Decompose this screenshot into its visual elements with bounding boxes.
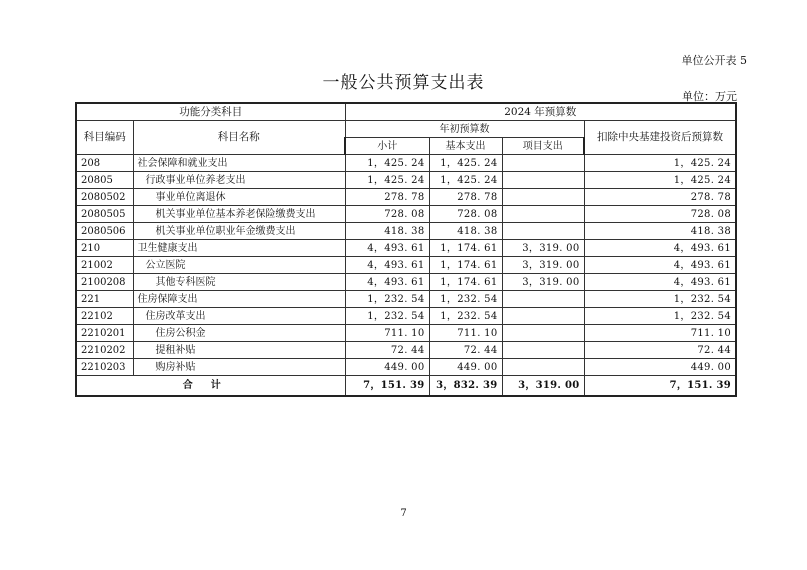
cell-name: 机关事业单位职业年金缴费支出: [133, 223, 345, 240]
cell-after-deduction: 4，493. 61: [584, 274, 736, 291]
cell-basic: 449. 00: [429, 359, 502, 376]
cell-after-deduction: 278. 78: [584, 189, 736, 206]
cell-basic: 72. 44: [429, 342, 502, 359]
cell-subtotal: 278. 78: [345, 189, 429, 206]
table-row: [76, 155, 736, 172]
cell-subtotal: 449. 00: [345, 359, 429, 376]
cell-after-deduction: 418. 38: [584, 223, 736, 240]
cell-project: [502, 308, 584, 325]
cell-basic: 278. 78: [429, 189, 502, 206]
header-initial-budget: 年初预算数: [345, 121, 584, 138]
cell-subtotal: 4，493. 61: [345, 257, 429, 274]
cell-basic: 1，174. 61: [429, 257, 502, 274]
budget-table: [75, 102, 737, 397]
cell-name: 公立医院: [133, 257, 345, 274]
cell-after-deduction: 1，232. 54: [584, 291, 736, 308]
cell-project: [502, 325, 584, 342]
header-project: 项目支出: [502, 138, 584, 155]
cell-name: 住房保障支出: [133, 291, 345, 308]
cell-code: 21002: [76, 257, 133, 274]
table-row: [76, 291, 736, 308]
cell-name: 其他专科医院: [133, 274, 345, 291]
cell-name: 事业单位离退休: [133, 189, 345, 206]
cell-basic: 1，232. 54: [429, 308, 502, 325]
cell-subtotal: 1，425. 24: [345, 155, 429, 172]
table-row: [76, 274, 736, 291]
cell-after-deduction: 1，425. 24: [584, 172, 736, 189]
header-budget-year: 2024 年预算数: [345, 103, 736, 121]
cell-code: 2080505: [76, 206, 133, 223]
cell-after-deduction: 1，425. 24: [584, 155, 736, 172]
header-name: 科目名称: [133, 121, 345, 155]
cell-code: 22102: [76, 308, 133, 325]
header-row-2: [76, 121, 736, 138]
cell-basic: 1，425. 24: [429, 172, 502, 189]
table-row: [76, 308, 736, 325]
page-number: 7: [400, 508, 407, 519]
cell-after-deduction: 449. 00: [584, 359, 736, 376]
table-body: [76, 155, 736, 376]
table-row: [76, 325, 736, 342]
header-after-deduction: 扣除中央基建投资后预算数: [584, 121, 736, 155]
cell-after-deduction: 4，493. 61: [584, 257, 736, 274]
cell-project: [502, 206, 584, 223]
total-project: 3，319. 00: [502, 376, 584, 397]
cell-project: [502, 359, 584, 376]
cell-subtotal: 1，232. 54: [345, 291, 429, 308]
cell-name: 住房改革支出: [133, 308, 345, 325]
cell-basic: 1，232. 54: [429, 291, 502, 308]
cell-basic: 711. 10: [429, 325, 502, 342]
cell-project: 3，319. 00: [502, 257, 584, 274]
cell-project: 3，319. 00: [502, 240, 584, 257]
cell-subtotal: 1，425. 24: [345, 172, 429, 189]
cell-after-deduction: 4，493. 61: [584, 240, 736, 257]
cell-code: 2080506: [76, 223, 133, 240]
header-row-1: [76, 103, 736, 121]
total-subtotal: 7，151. 39: [345, 376, 429, 397]
header-category: 功能分类科目: [76, 103, 345, 121]
cell-project: [502, 172, 584, 189]
cell-code: 2080502: [76, 189, 133, 206]
unit-label: 单位：万元: [682, 90, 737, 103]
cell-subtotal: 4，493. 61: [345, 240, 429, 257]
cell-subtotal: 72. 44: [345, 342, 429, 359]
table-row: [76, 342, 736, 359]
table-row: [76, 172, 736, 189]
cell-name: 住房公积金: [133, 325, 345, 342]
total-basic: 3，832. 39: [429, 376, 502, 397]
table-row: [76, 189, 736, 206]
cell-subtotal: 418. 38: [345, 223, 429, 240]
total-row: [76, 376, 736, 397]
cell-project: 3，319. 00: [502, 274, 584, 291]
cell-after-deduction: 728. 08: [584, 206, 736, 223]
cell-name: 社会保障和就业支出: [133, 155, 345, 172]
cell-after-deduction: 711. 10: [584, 325, 736, 342]
cell-project: [502, 342, 584, 359]
page-title: 一般公共预算支出表: [322, 73, 485, 93]
cell-after-deduction: 1，232. 54: [584, 308, 736, 325]
cell-basic: 1，174. 61: [429, 274, 502, 291]
cell-basic: 1，425. 24: [429, 155, 502, 172]
cell-name: 卫生健康支出: [133, 240, 345, 257]
table-row: [76, 206, 736, 223]
cell-code: 2210203: [76, 359, 133, 376]
cell-subtotal: 711. 10: [345, 325, 429, 342]
cell-after-deduction: 72. 44: [584, 342, 736, 359]
cell-code: 20805: [76, 172, 133, 189]
cell-basic: 1，174. 61: [429, 240, 502, 257]
table-row: [76, 257, 736, 274]
header-subtotal: 小计: [345, 138, 429, 155]
cell-code: 2210202: [76, 342, 133, 359]
header-basic: 基本支出: [429, 138, 502, 155]
cell-subtotal: 4，493. 61: [345, 274, 429, 291]
cell-name: 提租补贴: [133, 342, 345, 359]
form-number: 单位公开表 5: [681, 54, 747, 67]
cell-project: [502, 189, 584, 206]
cell-code: 2100208: [76, 274, 133, 291]
cell-name: 机关事业单位基本养老保险缴费支出: [133, 206, 345, 223]
table-row: [76, 240, 736, 257]
cell-project: [502, 291, 584, 308]
total-after: 7，151. 39: [584, 376, 736, 397]
header-code: 科目编码: [76, 121, 133, 155]
cell-basic: 418. 38: [429, 223, 502, 240]
cell-project: [502, 155, 584, 172]
cell-basic: 728. 08: [429, 206, 502, 223]
cell-code: 210: [76, 240, 133, 257]
cell-code: 208: [76, 155, 133, 172]
table-row: [76, 223, 736, 240]
table-row: [76, 359, 736, 376]
cell-name: 行政事业单位养老支出: [133, 172, 345, 189]
cell-project: [502, 223, 584, 240]
cell-subtotal: 728. 08: [345, 206, 429, 223]
cell-name: 购房补贴: [133, 359, 345, 376]
cell-subtotal: 1，232. 54: [345, 308, 429, 325]
cell-code: 221: [76, 291, 133, 308]
total-label: 合计: [76, 376, 345, 397]
cell-code: 2210201: [76, 325, 133, 342]
